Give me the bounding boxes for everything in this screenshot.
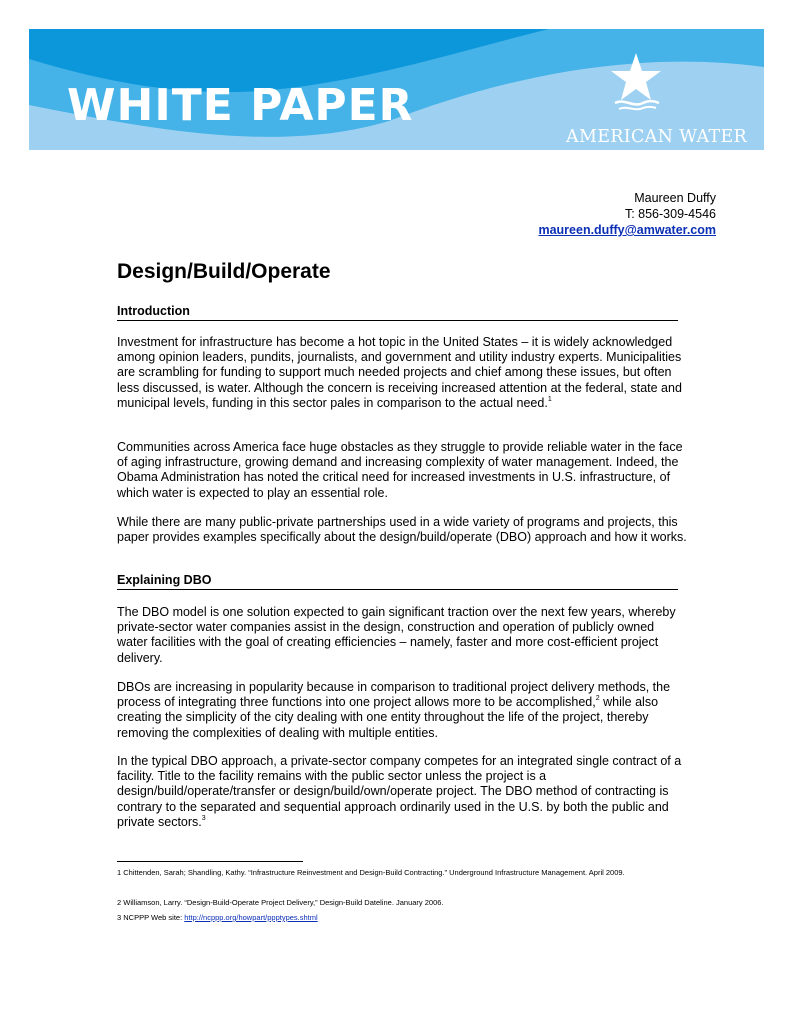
author-contact <box>538 190 716 238</box>
paragraph: While there are many public-private partnerships used in a wide variety of programs and projects, this paper provides examples specifically about the design/build/operate (DBO) approach and how it works. <box>117 515 687 545</box>
paragraph <box>117 754 687 830</box>
paragraph <box>117 335 687 411</box>
ncppp-link[interactable]: http://ncppp.org/howpart/ppptypes.shtml <box>184 913 318 922</box>
section-heading-introduction: Introduction <box>117 304 678 321</box>
paragraph: The DBO model is one solution expected to gain significant traction over the next few years, whereby private-sector water companies assist in the design, construction and operation of publicly owned water facilities with the goal of creating efficiencies – namely, faster and more cost-efficient project delivery. <box>117 605 676 665</box>
footnote-ref: 2 <box>595 695 600 703</box>
footnote-ref: 1 <box>547 395 552 403</box>
paragraph-text: DBOs are increasing in popularity because in comparison to traditional project delivery methods, the process of integrating three functions into one project allows more to be accomplished, <box>117 680 671 710</box>
footnote-divider <box>117 861 303 862</box>
footnote-ref: 3 <box>201 814 206 822</box>
footnote-3 <box>117 911 677 925</box>
footnote-text: 3 NCPPP Web site: <box>117 913 185 922</box>
star-water-icon <box>609 51 663 111</box>
footnote-2: 2 Williamson, Larry. “Design-Build-Operate Project Delivery,” Design-Build Dateline. January 2006. <box>117 898 444 907</box>
american-water-logo <box>566 51 764 147</box>
document-title: Design/Build/Operate <box>117 260 331 283</box>
section-heading-explaining-dbo: Explaining DBO <box>117 573 678 590</box>
logo-wordmark: AMERICAN WATER <box>566 127 747 147</box>
paragraph-text: while also creating the simplicity of the city dealing with one entity throughout the life of the project, thereby removing the complexities of dealing with multiple entities. <box>117 695 659 740</box>
footnote-1: 1 Chittenden, Sarah; Shandling, Kathy. “Infrastructure Reinvestment and Design-Build Contracting.” Underground Infrastructure Management. April 2009. <box>117 868 625 877</box>
paragraph <box>117 680 687 741</box>
banner-title: WHITE PAPER <box>67 80 414 131</box>
paragraph-text: Investment for infrastructure has become a hot topic in the United States – it is widely acknowledged among opinion leaders, pundits, journalists, and government and utility industry experts. Municipalities are scrambling for funding to support much needed projects and chief among these issues, but often less discussed, is water. Although the concern is receiving increased attention at the federal, state and municipal levels, funding in this sector pales in comparison to the actual need. <box>117 335 682 410</box>
author-phone: T: 856-309-4546 <box>624 207 716 221</box>
paragraph-text: In the typical DBO approach, a private-sector company competes for an integrated single contract of a facility. Title to the facility remains with the public sector unless the project is a design/build/operate/transfer or design/build/own/operate project. The DBO method of contracting is contrary to the separated and sequential approach ordinarily used in the U.S. by both the public and private sectors. <box>117 754 682 829</box>
author-email-link[interactable]: maureen.duffy@amwater.com <box>538 223 716 237</box>
white-paper-banner <box>29 29 764 150</box>
author-name: Maureen Duffy <box>634 191 716 205</box>
paragraph: Communities across America face huge obstacles as they struggle to provide reliable water in the face of aging infrastructure, growing demand and increasing complexity of water management. Indeed, the Obama Administration has noted the critical need for increased investments in U.S. infrastructure, of which water is expected to play an essential role. <box>117 440 683 500</box>
